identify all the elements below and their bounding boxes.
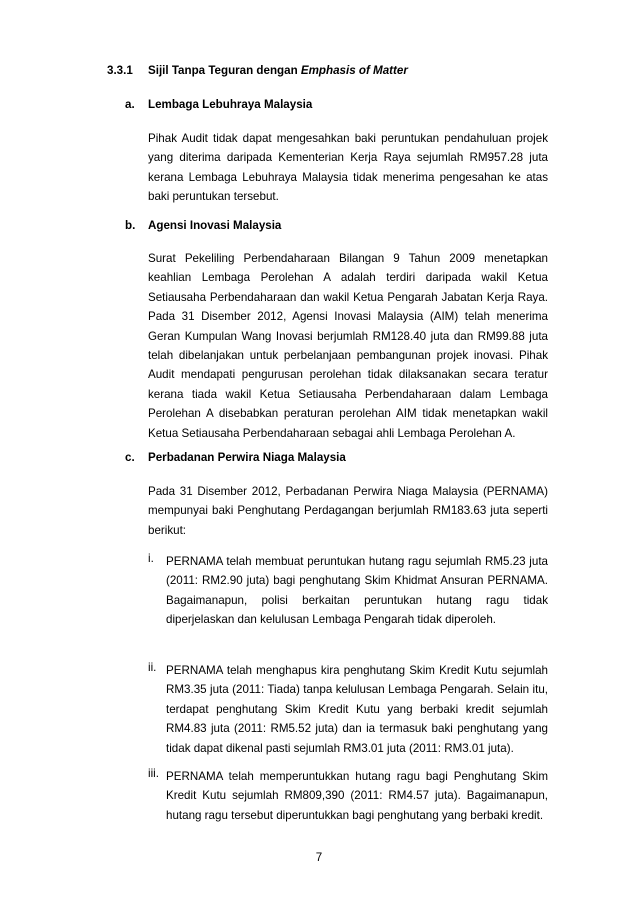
page-number: 7 bbox=[315, 851, 323, 864]
section-title-italic: Emphasis of Matter bbox=[300, 64, 408, 77]
subsection-a-paragraph: Pihak Audit tidak dapat mengesahkan baki peruntukan pendahuluan projek yang diterima daripada Kementerian Kerja Raya sejumlah RM957.28 juta kerana Lembaga Lebuhraya Malaysia tidak menerima pengesahan ke atas baki peruntukan tersebut. bbox=[148, 132, 548, 204]
subsection-a-heading: Lembaga Lebuhraya Malaysia bbox=[148, 98, 313, 111]
section-number: 3.3.1 bbox=[107, 64, 133, 77]
item-i-text: PERNAMA telah membuat peruntukan hutang ragu sejumlah RM5.23 juta (2011: RM2.90 juta) bagi penghutang Skim Khidmat Ansuran PERNAMA. Bagaimanapun, polisi berkaitan peruntukan hutang ragu tidak diperjelaskan dan kelulusan Lembaga Pengarah tidak diperoleh. bbox=[166, 555, 548, 627]
item-iii-text: PERNAMA telah memperuntukkan hutang ragu bagi Penghutang Skim Kredit Kutu sejumlah RM809,390 (2011: RM4.57 juta). Bagaimanapun, hutang ragu tersebut diperuntukkan bagi penghutang yang berbaki kredit. bbox=[166, 770, 548, 822]
subsection-c-marker: c. bbox=[125, 451, 135, 464]
item-iii-marker: iii. bbox=[148, 767, 159, 780]
subsection-b-marker: b. bbox=[125, 219, 136, 232]
item-i-marker: i. bbox=[148, 552, 154, 565]
section-title-plain: Sijil Tanpa Teguran dengan bbox=[148, 64, 301, 77]
subsection-b-paragraph: Surat Pekeliling Perbendaharaan Bilangan 9 Tahun 2009 menetapkan keahlian Lembaga Perolehan A adalah terdiri daripada wakil Ketua Setiausaha Perbendaharaan dan wakil Ketua Pengarah Jabatan Kerja Raya. Pada 31 Disember 2012, Agensi Inovasi Malaysia (AIM) telah menerima Geran Kumpulan Wang Inovasi berjumlah RM128.40 juta dan RM99.88 juta telah dibelanjakan untuk perbelanjaan pembangunan projek inovasi. Pihak Audit mendapati pengurusan perolehan tidak dilaksanakan secara teratur kerana tiada wakil Ketua Setiausaha Perbendaharaan dalam Lembaga Perolehan A disebabkan peraturan perolehan AIM tidak menetapkan wakil Ketua Setiausaha Perbendaharaan sebagai ahli Lembaga Perolehan A. bbox=[148, 252, 548, 440]
subsection-b-heading: Agensi Inovasi Malaysia bbox=[148, 219, 282, 232]
item-ii-marker: ii. bbox=[148, 661, 157, 674]
subsection-c-paragraph: Pada 31 Disember 2012, Perbadanan Perwira Niaga Malaysia (PERNAMA) mempunyai baki Penghutang Perdagangan berjumlah RM183.63 juta seperti berikut: bbox=[148, 485, 548, 537]
section-title bbox=[148, 64, 408, 77]
subsection-a-marker: a. bbox=[125, 98, 135, 111]
item-ii-text: PERNAMA telah menghapus kira penghutang Skim Kredit Kutu sejumlah RM3.35 juta (2011: Tiada) tanpa kelulusan Lembaga Pengarah. Selain itu, terdapat penghutang Skim Kredit Kutu yang berbaki kredit sejumlah RM4.83 juta (2011: RM5.52 juta) dan ia termasuk baki penghutang yang tidak dapat dikenal pasti sejumlah RM3.01 juta (2011: RM3.01 juta). bbox=[166, 664, 548, 755]
subsection-c-heading: Perbadanan Perwira Niaga Malaysia bbox=[148, 451, 346, 464]
